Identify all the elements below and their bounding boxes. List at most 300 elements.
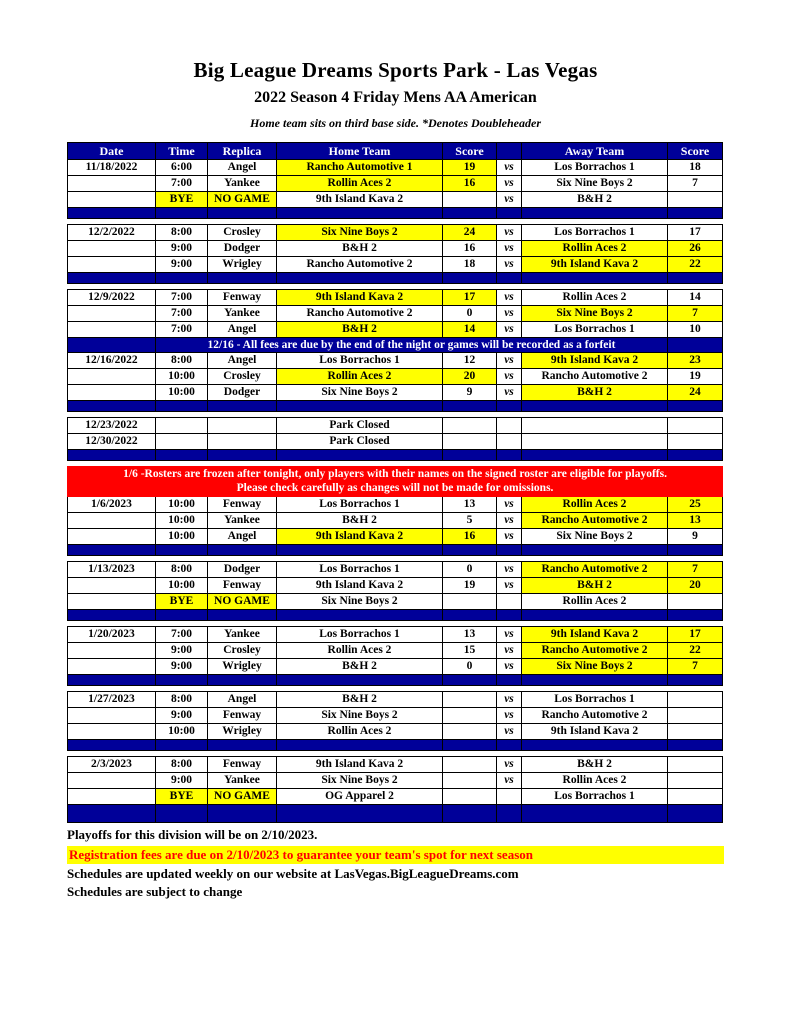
vs-cell: vs bbox=[497, 757, 522, 773]
home-team-cell: 9th Island Kava 2 bbox=[277, 529, 443, 545]
vs-cell: vs bbox=[497, 643, 522, 659]
separator-cell bbox=[443, 740, 497, 751]
replica-cell: Fenway bbox=[208, 578, 277, 594]
separator-cell bbox=[443, 450, 497, 461]
replica-cell: Dodger bbox=[208, 241, 277, 257]
vs-cell: vs bbox=[497, 659, 522, 675]
time-cell: 7:00 bbox=[156, 306, 208, 322]
date-cell: 12/2/2022 bbox=[68, 225, 156, 241]
away-team-cell: Rollin Aces 2 bbox=[522, 497, 668, 513]
schedule-segment bbox=[67, 142, 723, 219]
replica-cell: Fenway bbox=[208, 290, 277, 306]
replica-cell: Angel bbox=[208, 692, 277, 708]
time-cell: BYE bbox=[156, 789, 208, 805]
replica-cell: Angel bbox=[208, 529, 277, 545]
schedule-segment bbox=[67, 626, 723, 686]
separator-cell bbox=[522, 208, 668, 219]
header-row bbox=[68, 143, 723, 160]
separator-cell bbox=[443, 610, 497, 621]
separator-cell bbox=[277, 545, 443, 556]
separator-cell bbox=[277, 675, 443, 686]
replica-cell: NO GAME bbox=[208, 192, 277, 208]
table-row bbox=[68, 257, 723, 273]
home-score-cell bbox=[443, 724, 497, 740]
separator-cell bbox=[277, 610, 443, 621]
separator-cell bbox=[208, 401, 277, 412]
schedule-segment bbox=[67, 417, 723, 461]
separator-cell bbox=[497, 610, 522, 621]
time-cell: 10:00 bbox=[156, 724, 208, 740]
home-team-cell: Los Borrachos 1 bbox=[277, 627, 443, 643]
table-row bbox=[68, 192, 723, 208]
separator-cell bbox=[156, 805, 208, 823]
table-row bbox=[68, 290, 723, 306]
date-cell bbox=[68, 773, 156, 789]
home-team-cell: B&H 2 bbox=[277, 322, 443, 338]
home-team-cell: Rancho Automotive 2 bbox=[277, 306, 443, 322]
header-time: Time bbox=[156, 143, 208, 160]
vs-cell: vs bbox=[497, 497, 522, 513]
notice-row bbox=[68, 338, 723, 353]
time-cell: 9:00 bbox=[156, 257, 208, 273]
date-cell bbox=[68, 322, 156, 338]
time-cell bbox=[156, 434, 208, 450]
away-score-cell: 23 bbox=[668, 353, 723, 369]
separator-cell bbox=[68, 740, 156, 751]
away-team-cell: Six Nine Boys 2 bbox=[522, 306, 668, 322]
away-score-cell bbox=[668, 724, 723, 740]
separator-cell bbox=[208, 740, 277, 751]
away-score-cell bbox=[668, 692, 723, 708]
table-row bbox=[68, 773, 723, 789]
date-cell bbox=[68, 659, 156, 675]
playoffs-note: Playoffs for this division will be on 2/10/2023. bbox=[67, 827, 318, 842]
away-score-cell: 26 bbox=[668, 241, 723, 257]
vs-cell: vs bbox=[497, 627, 522, 643]
date-cell: 1/20/2023 bbox=[68, 627, 156, 643]
separator-cell bbox=[443, 805, 497, 823]
footer bbox=[67, 827, 724, 900]
home-team-cell: Los Borrachos 1 bbox=[277, 353, 443, 369]
date-cell: 11/18/2022 bbox=[68, 160, 156, 176]
table-row bbox=[68, 418, 723, 434]
away-score-cell bbox=[668, 418, 723, 434]
time-cell: 7:00 bbox=[156, 176, 208, 192]
home-score-cell: 5 bbox=[443, 513, 497, 529]
home-team-cell: Park Closed bbox=[277, 434, 443, 450]
vs-cell: vs bbox=[497, 708, 522, 724]
away-team-cell: Los Borrachos 1 bbox=[522, 160, 668, 176]
separator-cell bbox=[208, 545, 277, 556]
schedule-segment bbox=[67, 224, 723, 284]
separator-cell bbox=[522, 450, 668, 461]
separator-cell bbox=[522, 273, 668, 284]
table-row bbox=[68, 659, 723, 675]
date-cell bbox=[68, 643, 156, 659]
date-cell bbox=[68, 257, 156, 273]
separator-cell bbox=[68, 273, 156, 284]
roster-freeze-alert bbox=[68, 467, 723, 497]
away-team-cell: Los Borrachos 1 bbox=[522, 692, 668, 708]
schedule-segment bbox=[67, 466, 723, 556]
replica-cell: Yankee bbox=[208, 306, 277, 322]
away-score-cell: 9 bbox=[668, 529, 723, 545]
date-cell bbox=[68, 529, 156, 545]
vs-cell: vs bbox=[497, 369, 522, 385]
date-cell bbox=[68, 789, 156, 805]
vs-cell: vs bbox=[497, 176, 522, 192]
home-score-cell: 0 bbox=[443, 659, 497, 675]
separator-cell bbox=[68, 450, 156, 461]
separator-cell bbox=[668, 610, 723, 621]
home-score-cell: 14 bbox=[443, 322, 497, 338]
separator-cell bbox=[668, 545, 723, 556]
table-row bbox=[68, 708, 723, 724]
replica-cell: Fenway bbox=[208, 757, 277, 773]
table-row bbox=[68, 322, 723, 338]
header-home-team: Home Team bbox=[277, 143, 443, 160]
table-row bbox=[68, 578, 723, 594]
separator-cell bbox=[522, 805, 668, 823]
away-team-cell: Rancho Automotive 2 bbox=[522, 708, 668, 724]
time-cell: 6:00 bbox=[156, 160, 208, 176]
home-score-cell: 16 bbox=[443, 529, 497, 545]
time-cell: 7:00 bbox=[156, 290, 208, 306]
vs-cell: vs bbox=[497, 241, 522, 257]
time-cell: 9:00 bbox=[156, 241, 208, 257]
home-score-cell: 20 bbox=[443, 369, 497, 385]
home-team-cell: Six Nine Boys 2 bbox=[277, 225, 443, 241]
home-team-cell: 9th Island Kava 2 bbox=[277, 757, 443, 773]
separator-cell bbox=[522, 401, 668, 412]
notice-left-cell bbox=[68, 338, 156, 353]
vs-cell: vs bbox=[497, 578, 522, 594]
replica-cell: Yankee bbox=[208, 513, 277, 529]
away-team-cell bbox=[522, 418, 668, 434]
sep-row bbox=[68, 610, 723, 621]
separator-cell bbox=[68, 610, 156, 621]
vs-cell bbox=[497, 594, 522, 610]
table-row bbox=[68, 789, 723, 805]
away-score-cell: 14 bbox=[668, 290, 723, 306]
separator-cell bbox=[208, 610, 277, 621]
notice-right-cell bbox=[668, 338, 723, 353]
subject-to-change-note: Schedules are subject to change bbox=[67, 884, 243, 899]
home-team-cell: OG Apparel 2 bbox=[277, 789, 443, 805]
vs-cell: vs bbox=[497, 160, 522, 176]
separator-cell bbox=[497, 450, 522, 461]
fees-due-notice: 12/16 - All fees are due by the end of the night or games will be recorded as a forfeit bbox=[156, 338, 668, 353]
away-team-cell: Rollin Aces 2 bbox=[522, 241, 668, 257]
date-cell bbox=[68, 385, 156, 401]
time-cell: 8:00 bbox=[156, 353, 208, 369]
away-score-cell: 17 bbox=[668, 225, 723, 241]
away-team-cell: Six Nine Boys 2 bbox=[522, 659, 668, 675]
sep-row bbox=[68, 805, 723, 823]
table-row bbox=[68, 176, 723, 192]
separator-cell bbox=[156, 450, 208, 461]
replica-cell: Yankee bbox=[208, 627, 277, 643]
home-score-cell: 15 bbox=[443, 643, 497, 659]
date-cell: 1/13/2023 bbox=[68, 562, 156, 578]
separator-cell bbox=[497, 545, 522, 556]
time-cell: 9:00 bbox=[156, 708, 208, 724]
separator-cell bbox=[277, 273, 443, 284]
home-score-cell bbox=[443, 757, 497, 773]
time-cell: 10:00 bbox=[156, 529, 208, 545]
home-team-cell: 9th Island Kava 2 bbox=[277, 192, 443, 208]
replica-cell: Fenway bbox=[208, 497, 277, 513]
date-cell: 12/30/2022 bbox=[68, 434, 156, 450]
date-cell bbox=[68, 594, 156, 610]
away-score-cell: 24 bbox=[668, 385, 723, 401]
header-away-score: Score bbox=[668, 143, 723, 160]
away-team-cell: B&H 2 bbox=[522, 192, 668, 208]
away-team-cell: Rancho Automotive 2 bbox=[522, 643, 668, 659]
home-team-cell: Rollin Aces 2 bbox=[277, 369, 443, 385]
separator-cell bbox=[156, 740, 208, 751]
separator-cell bbox=[68, 545, 156, 556]
date-cell bbox=[68, 369, 156, 385]
date-cell: 1/6/2023 bbox=[68, 497, 156, 513]
vs-cell bbox=[497, 418, 522, 434]
vs-cell: vs bbox=[497, 322, 522, 338]
away-score-cell bbox=[668, 708, 723, 724]
time-cell: 8:00 bbox=[156, 692, 208, 708]
away-team-cell: Six Nine Boys 2 bbox=[522, 176, 668, 192]
time-cell: 9:00 bbox=[156, 773, 208, 789]
date-cell: 12/9/2022 bbox=[68, 290, 156, 306]
vs-cell: vs bbox=[497, 385, 522, 401]
alert-line: 1/6 -Rosters are frozen after tonight, only players with their names on the signed roster are eligible for playoffs. bbox=[123, 468, 667, 480]
replica-cell: Crosley bbox=[208, 225, 277, 241]
table-row bbox=[68, 497, 723, 513]
away-team-cell: Rollin Aces 2 bbox=[522, 773, 668, 789]
separator-cell bbox=[277, 805, 443, 823]
home-score-cell: 19 bbox=[443, 160, 497, 176]
separator-cell bbox=[156, 401, 208, 412]
replica-cell: Dodger bbox=[208, 385, 277, 401]
home-team-cell: Six Nine Boys 2 bbox=[277, 594, 443, 610]
vs-cell: vs bbox=[497, 562, 522, 578]
separator-cell bbox=[208, 675, 277, 686]
separator-cell bbox=[497, 208, 522, 219]
separator-cell bbox=[68, 208, 156, 219]
time-cell: 10:00 bbox=[156, 578, 208, 594]
schedule-segment bbox=[67, 691, 723, 751]
time-cell: BYE bbox=[156, 192, 208, 208]
separator-cell bbox=[68, 401, 156, 412]
away-score-cell: 7 bbox=[668, 306, 723, 322]
replica-cell: Dodger bbox=[208, 562, 277, 578]
replica-cell: Fenway bbox=[208, 708, 277, 724]
table-row bbox=[68, 529, 723, 545]
home-score-cell: 16 bbox=[443, 241, 497, 257]
separator-cell bbox=[668, 740, 723, 751]
home-score-cell: 9 bbox=[443, 385, 497, 401]
table-row bbox=[68, 627, 723, 643]
home-score-cell: 0 bbox=[443, 562, 497, 578]
home-team-cell: Rollin Aces 2 bbox=[277, 176, 443, 192]
separator-cell bbox=[522, 610, 668, 621]
date-cell bbox=[68, 241, 156, 257]
replica-cell: Wrigley bbox=[208, 724, 277, 740]
away-team-cell: Los Borrachos 1 bbox=[522, 789, 668, 805]
vs-cell: vs bbox=[497, 192, 522, 208]
table-row bbox=[68, 241, 723, 257]
home-team-cell: Park Closed bbox=[277, 418, 443, 434]
home-score-cell bbox=[443, 708, 497, 724]
away-score-cell bbox=[668, 789, 723, 805]
replica-cell: Wrigley bbox=[208, 659, 277, 675]
header-away-team: Away Team bbox=[522, 143, 668, 160]
separator-cell bbox=[668, 675, 723, 686]
separator-cell bbox=[156, 208, 208, 219]
vs-cell: vs bbox=[497, 513, 522, 529]
home-team-cell: Six Nine Boys 2 bbox=[277, 708, 443, 724]
home-score-cell bbox=[443, 434, 497, 450]
date-cell bbox=[68, 192, 156, 208]
home-team-cell: 9th Island Kava 2 bbox=[277, 290, 443, 306]
replica-cell: NO GAME bbox=[208, 789, 277, 805]
away-score-cell bbox=[668, 434, 723, 450]
time-cell: 10:00 bbox=[156, 513, 208, 529]
vs-cell: vs bbox=[497, 353, 522, 369]
away-score-cell: 7 bbox=[668, 659, 723, 675]
sep-row bbox=[68, 401, 723, 412]
schedule-segment bbox=[67, 561, 723, 621]
vs-cell: vs bbox=[497, 225, 522, 241]
sep-row bbox=[68, 675, 723, 686]
date-cell: 2/3/2023 bbox=[68, 757, 156, 773]
separator-cell bbox=[156, 545, 208, 556]
separator-cell bbox=[443, 675, 497, 686]
date-cell: 12/16/2022 bbox=[68, 353, 156, 369]
home-score-cell: 0 bbox=[443, 306, 497, 322]
time-cell: 7:00 bbox=[156, 322, 208, 338]
separator-cell bbox=[522, 675, 668, 686]
home-score-cell: 24 bbox=[443, 225, 497, 241]
home-team-note: Home team sits on third base side. *Denotes Doubleheader bbox=[250, 116, 541, 130]
time-cell bbox=[156, 418, 208, 434]
table-row bbox=[68, 757, 723, 773]
date-cell: 1/27/2023 bbox=[68, 692, 156, 708]
date-cell bbox=[68, 724, 156, 740]
separator-cell bbox=[668, 805, 723, 823]
vs-cell: vs bbox=[497, 306, 522, 322]
separator-cell bbox=[208, 450, 277, 461]
alert-line: Please check carefully as changes will not be made for omissions. bbox=[236, 481, 554, 494]
home-score-cell bbox=[443, 192, 497, 208]
vs-cell: vs bbox=[497, 257, 522, 273]
table-row bbox=[68, 513, 723, 529]
vs-cell bbox=[497, 789, 522, 805]
separator-cell bbox=[443, 545, 497, 556]
website-note: Schedules are updated weekly on our website at LasVegas.BigLeagueDreams.com bbox=[67, 866, 519, 881]
replica-cell bbox=[208, 418, 277, 434]
separator-cell bbox=[522, 740, 668, 751]
separator-cell bbox=[443, 273, 497, 284]
date-cell bbox=[68, 306, 156, 322]
vs-cell bbox=[497, 434, 522, 450]
home-score-cell bbox=[443, 594, 497, 610]
home-score-cell bbox=[443, 692, 497, 708]
replica-cell bbox=[208, 434, 277, 450]
separator-cell bbox=[668, 401, 723, 412]
separator-cell bbox=[522, 545, 668, 556]
schedule-segment bbox=[67, 756, 723, 823]
away-score-cell bbox=[668, 192, 723, 208]
time-cell: 10:00 bbox=[156, 497, 208, 513]
separator-cell bbox=[668, 208, 723, 219]
date-cell bbox=[68, 513, 156, 529]
time-cell: 8:00 bbox=[156, 225, 208, 241]
replica-cell: Yankee bbox=[208, 176, 277, 192]
replica-cell: Wrigley bbox=[208, 257, 277, 273]
home-score-cell: 16 bbox=[443, 176, 497, 192]
home-team-cell: B&H 2 bbox=[277, 692, 443, 708]
separator-cell bbox=[497, 740, 522, 751]
separator-cell bbox=[68, 675, 156, 686]
page-subtitle: 2022 Season 4 Friday Mens AA American bbox=[254, 89, 537, 106]
away-score-cell: 19 bbox=[668, 369, 723, 385]
vs-cell: vs bbox=[497, 529, 522, 545]
away-score-cell: 7 bbox=[668, 562, 723, 578]
replica-cell: Angel bbox=[208, 160, 277, 176]
table-row bbox=[68, 724, 723, 740]
away-score-cell bbox=[668, 594, 723, 610]
replica-cell: Angel bbox=[208, 322, 277, 338]
header-replica: Replica bbox=[208, 143, 277, 160]
vs-cell: vs bbox=[497, 724, 522, 740]
home-team-cell: Rollin Aces 2 bbox=[277, 643, 443, 659]
replica-cell: Crosley bbox=[208, 369, 277, 385]
replica-cell: NO GAME bbox=[208, 594, 277, 610]
header-date: Date bbox=[68, 143, 156, 160]
table-row bbox=[68, 160, 723, 176]
table-row bbox=[68, 353, 723, 369]
separator-cell bbox=[443, 401, 497, 412]
separator-cell bbox=[497, 805, 522, 823]
sep-row bbox=[68, 740, 723, 751]
away-team-cell bbox=[522, 434, 668, 450]
separator-cell bbox=[156, 610, 208, 621]
replica-cell: Yankee bbox=[208, 773, 277, 789]
date-cell: 12/23/2022 bbox=[68, 418, 156, 434]
page-title: Big League Dreams Sports Park - Las Vegas bbox=[193, 58, 598, 82]
schedule-table bbox=[67, 142, 724, 823]
time-cell: 10:00 bbox=[156, 385, 208, 401]
date-cell bbox=[68, 708, 156, 724]
separator-cell bbox=[668, 450, 723, 461]
time-cell: 8:00 bbox=[156, 757, 208, 773]
separator-cell bbox=[277, 208, 443, 219]
home-team-cell: Rollin Aces 2 bbox=[277, 724, 443, 740]
vs-cell: vs bbox=[497, 773, 522, 789]
separator-cell bbox=[497, 273, 522, 284]
time-cell: 10:00 bbox=[156, 369, 208, 385]
away-team-cell: B&H 2 bbox=[522, 385, 668, 401]
replica-cell: Angel bbox=[208, 353, 277, 369]
home-team-cell: 9th Island Kava 2 bbox=[277, 578, 443, 594]
away-team-cell: B&H 2 bbox=[522, 578, 668, 594]
separator-cell bbox=[277, 740, 443, 751]
table-row bbox=[68, 594, 723, 610]
away-score-cell: 7 bbox=[668, 176, 723, 192]
separator-cell bbox=[156, 273, 208, 284]
separator-cell bbox=[277, 401, 443, 412]
table-row bbox=[68, 692, 723, 708]
